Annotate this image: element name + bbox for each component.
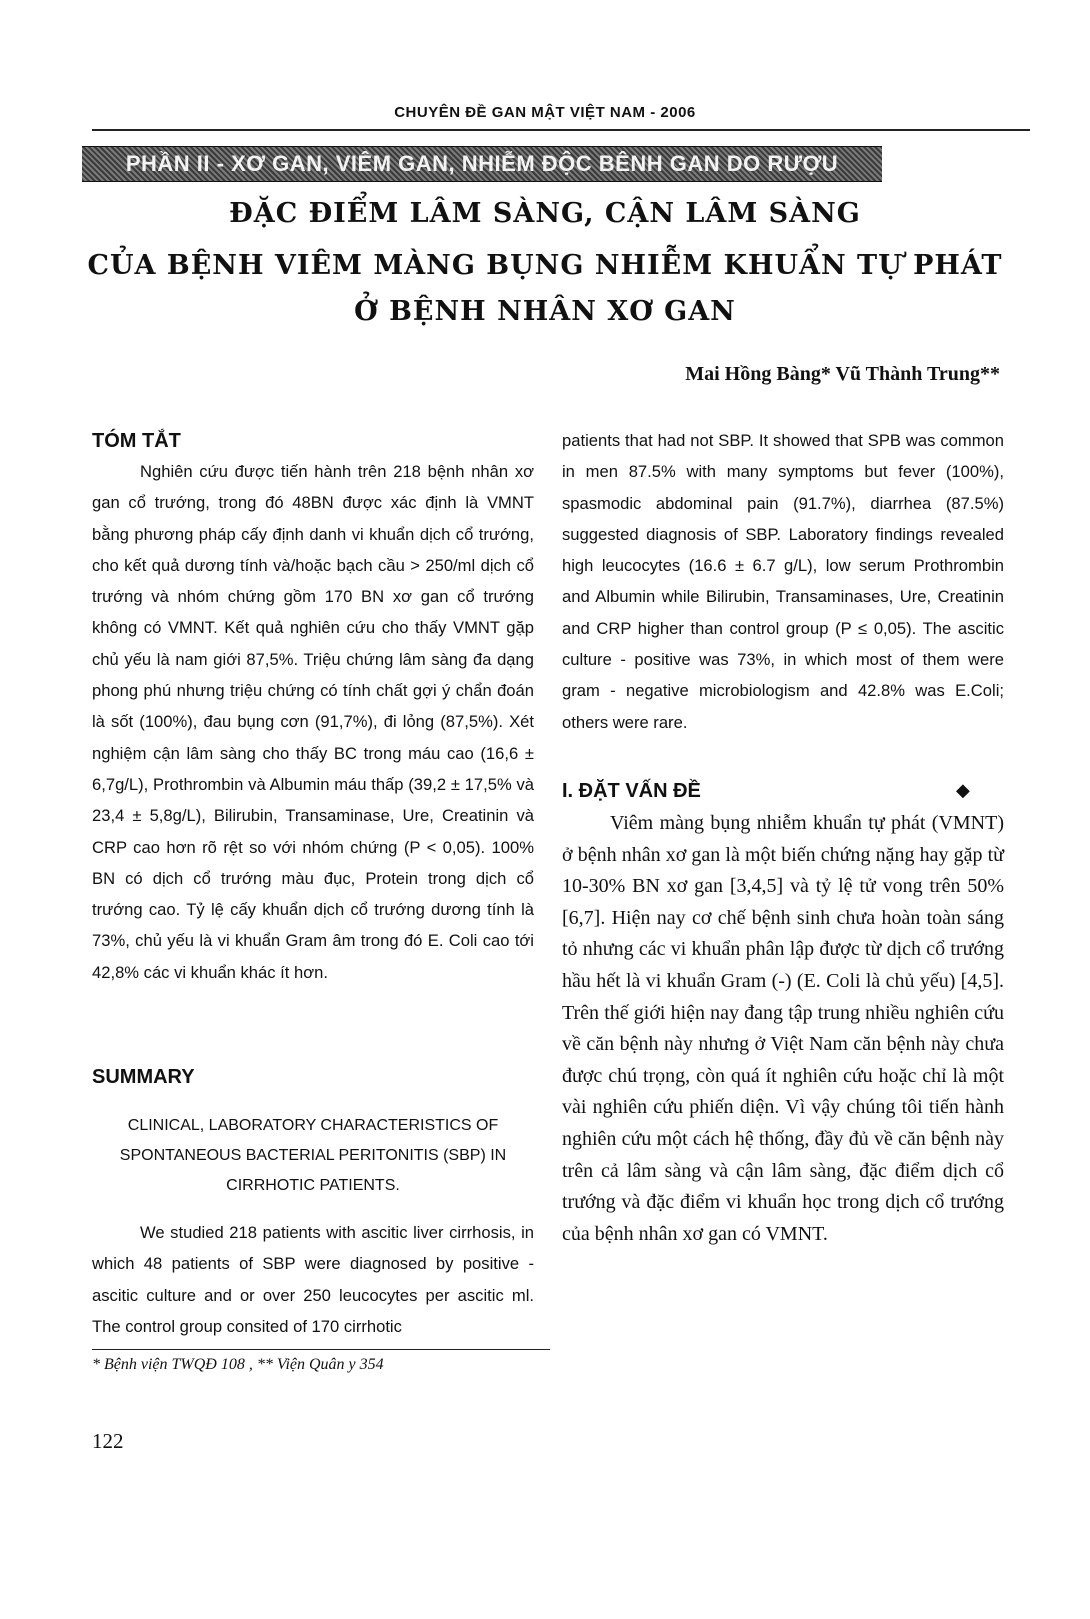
summary-title-line-1: CLINICAL, LABORATORY CHARACTERISTICS OF xyxy=(127,1117,499,1134)
abstract-text: Nghiên cứu được tiến hành trên 218 bệnh nhân xơ gan cổ trướng, trong đó 48BN được xác định là VMNT bằng phương pháp cấy định danh vi khuẩn dịch cổ trướng, cho kết quả dương tính và/hoặc bạch cầu > 250/ml dịch cổ trướng và nhóm chứng gồm 170 BN xơ gan cổ trướng không có VMNT. Kết quả nghiên cứu cho thấy VMNT gặp chủ yếu là nam giới 87,5%. Triệu chứng lâm sàng đa dạng phong phú nhưng triệu chứng có tính chất gợi ý chẩn đoán là sốt (100%), đau bụng cơn (91,7%), đi lỏng (87,5%). Xét nghiệm cận lâm sàng cho thấy BC trong máu cao (16,6 ± 6,7g/L), Prothrombin và Albumin máu thấp (39,2 ± 17,5% và 23,4 ± 5,8g/L), Bilirubin, Transaminase, Ure, Creatinin và CRP cao hơn rõ rệt so với nhóm chứng (P < 0,05). 100% BN có dịch cổ trướng màu đục, Protein trong dịch cổ trướng cao. Tỷ lệ cấy khuẩn dịch cổ trướng dương tính là 73%, chủ yếu là vi khuẩn Gram âm trong đó E. Coli cao tới 42,8% các vi khuẩn khác ít hơn. xyxy=(92,462,534,982)
authors: Mai Hồng Bàng* Vũ Thành Trung** xyxy=(685,363,1000,385)
summary-title xyxy=(92,1111,534,1201)
footnote: * Bệnh viện TWQĐ 108 , ** Viện Quân y 354 xyxy=(92,1356,384,1373)
article-title-line-3: Ở BỆNH NHÂN XƠ GAN xyxy=(354,296,736,327)
footnote-rule xyxy=(92,1349,550,1350)
running-header: CHUYÊN ĐỀ GAN MẬT VIỆT NAM - 2006 xyxy=(394,104,696,121)
summary-text-left: We studied 218 patients with ascitic liver cirrhosis, in which 48 patients of SBP were diagnosed by positive - ascitic culture and or over 250 leucocytes per ascitic ml. The control group consited of 170 cirrhotic xyxy=(92,1223,534,1336)
section-banner: PHẦN II - XƠ GAN, VIÊM GAN, NHIỄM ĐỘC BÊNH GAN DO RƯỢU xyxy=(82,146,882,182)
summary-text-right: patients that had not SBP. It showed that SPB was common in men 87.5% with many symptoms but fever (100%), spasmodic abdominal pain (91.7%), diarrhea (87.5%) suggested diagnosis of SBP. Laboratory findings revealed high leucocytes (16.6 ± 6.7 g/L), low serum Prothrombin and Albumin while Bilirubin, Transaminases, Ure, Creatinin and CRP higher than control group (P ≤ 0,05). The ascitic culture - positive was 73%, in which most of them were gram - negative microbiologism and 42.8% was E.Coli; others were rare. xyxy=(562,431,1004,732)
bullet-mark-icon: ◆ xyxy=(956,780,970,800)
page-number: 122 xyxy=(92,1429,124,1453)
introduction-text: Viêm màng bụng nhiễm khuẩn tự phát (VMNT) ở bệnh nhân xơ gan là một biến chứng nặng hay gặp từ 10-30% BN xơ gan [3,4,5] và tỷ lệ tử vong trên 50% [6,7]. Hiện nay cơ chế bệnh sinh chưa hoàn toàn sáng tỏ nhưng các vi khuẩn phân lập được từ dịch cổ trướng hầu hết là vi khuẩn Gram (-) (E. Coli là chủ yếu) [4,5]. Trên thế giới hiện nay đang tập trung nhiều nghiên cứu về căn bệnh này nhưng ở Việt Nam căn bệnh này chưa được chú trọng, còn quá ít nghiên cứu hoặc chỉ là một vài nghiên cứu phiến diện. Vì vậy chúng tôi tiến hành nghiên cứu một cách hệ thống, đầy đủ về căn bệnh này trên cả lâm sàng và cận lâm sàng, đặc điểm dịch cổ trướng và đặc điểm vi khuẩn học trong dịch cổ trướng của bệnh nhân xơ gan có VMNT. xyxy=(562,812,1004,1245)
summary-heading: SUMMARY xyxy=(92,1066,195,1088)
abstract-heading: TÓM TẮT xyxy=(92,430,181,452)
summary-title-line-3: CIRRHOTIC PATIENTS. xyxy=(226,1177,400,1194)
summary-title-line-2: SPONTANEOUS BACTERIAL PERITONITIS (SBP) IN xyxy=(119,1147,507,1164)
introduction-heading: I. ĐẶT VẤN ĐỀ xyxy=(562,780,701,802)
article-title-line-1: ĐẶC ĐIỂM LÂM SÀNG, CẬN LÂM SÀNG xyxy=(229,198,861,229)
header-rule xyxy=(92,129,1030,131)
article-title-line-2: CỦA BỆNH VIÊM MÀNG BỤNG NHIỄM KHUẨN TỰ PHÁT xyxy=(87,250,1003,281)
